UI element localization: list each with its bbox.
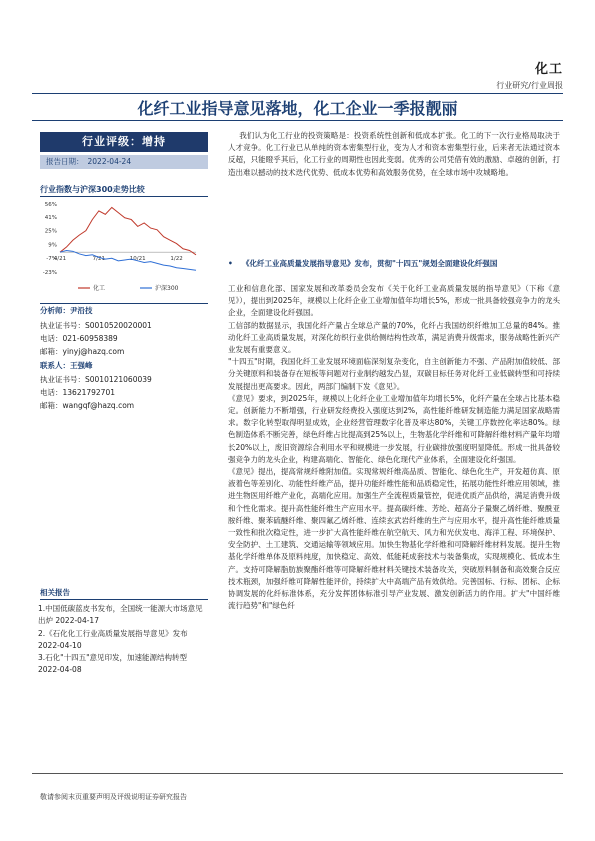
related-reports-rule bbox=[40, 599, 208, 600]
legend-label: 化工 bbox=[93, 285, 106, 292]
investment-strategy bbox=[228, 130, 560, 179]
body-paragraph: 《意见》要求，到2025年，规模以上化纤企业工业增加值年均增长5%，化纤产量在全球占比基本稳定。创新能力不断增强，行业研发经费投入强度达到2%，高性能纤维研发制造能力满足国家战略需求。数字化转型取得明显成效，企业经营管理数字化普及率达80%，关键工序数控化率达80%。绿色制造体系不断完善，绿色纤维占比提高到25%以上，生物基化学纤维和可降解纤维材料产量年均增长20%以上，废旧资源综合利用水平和规模进一步发展，行业碳排放强度明显降低。形成一批具备较强竞争力的龙头企业，构建高端化、智能化、绿色化现代产业体系，全面建设化纤强国。 bbox=[228, 393, 560, 464]
contact-name: 联系人：王强峰 bbox=[40, 361, 93, 370]
section-heading-text: 《化纤工业高质量发展指导意见》发布，贯彻"十四五"规划全面建设化纤强国 bbox=[242, 259, 498, 268]
related-report-item[interactable]: 1.中国低碳蓝皮书发布，全国统一能源大市场意见出炉 2022-04-17 bbox=[38, 604, 203, 626]
footer-rule bbox=[32, 773, 563, 774]
y-tick-label: 9% bbox=[48, 242, 57, 249]
analyst-cert: 执业证书号：S0010520020001 bbox=[40, 321, 152, 330]
report-date bbox=[40, 155, 208, 169]
y-tick-label: 41% bbox=[44, 214, 57, 221]
chart-title-rule bbox=[40, 196, 208, 197]
analyst-top-rule bbox=[40, 303, 208, 304]
contact-email[interactable]: 邮箱：wangqf@hazq.com bbox=[40, 401, 135, 410]
y-tick-label: 25% bbox=[44, 228, 57, 235]
report-title: 化纤工业指导意见落地，化工企业一季报靓丽 bbox=[137, 99, 458, 118]
analyst-phone: 电话：021-60958389 bbox=[40, 334, 118, 343]
x-tick-label: 10/21 bbox=[129, 256, 146, 263]
body-paragraph: 工信部的数据显示，我国化纤产量占全球总产量的70%，化纤占我国纺织纤维加工总量的84%。推动化纤工业高质量发展，对深化纺织行业供给侧结构性改革，满足消费升级需求，服务战略性新兴产业发展有重要意义。 bbox=[228, 320, 560, 355]
intro-paragraph: 我们认为化工行业的投资策略是：投资系统性创新和低成本扩张。化工的下一次行业格局取决于人才竞争。化工行业已从单纯的资本密集型行业，变为人才和资本密集型行业，后来者无法通过资本反超，只能瞪乎其后，化工行业的周期性也因此变弱。优秀的公司凭借有效的激励、卓越的创新，打造出难以撼动的技术迭代优势、低成本优势和高效服务优势，在全球市场中攻城略地。 bbox=[228, 131, 560, 177]
footer-disclaimer: 敬请参阅末页重要声明及评级说明证券研究报告 bbox=[40, 793, 187, 801]
related-report-item[interactable]: 3.石化"十四五"意见印发，加速能源结构转型 2022-04-08 bbox=[38, 653, 188, 675]
section-heading bbox=[228, 258, 560, 270]
title-rule bbox=[32, 120, 563, 121]
report-date-label: 报告日期： bbox=[46, 157, 84, 166]
analyst-email[interactable]: 邮箱：yinyj@hazq.com bbox=[40, 347, 125, 356]
related-reports-list bbox=[38, 603, 210, 677]
contact-cert: 执业证书号：S0010121060039 bbox=[40, 375, 152, 384]
industry-rating: 行业评级：增持 bbox=[40, 132, 208, 152]
series-line-0 bbox=[60, 207, 196, 254]
body-paragraph: "十四五"时期，我国化纤工业发展环境面临深刻复杂变化，自主创新能力不强、产品附加值较低、部分关键原料和装备存在短板等问题对行业制约越发凸显，双碳目标任务对化纤工业低碳转型和可持续发展提出更高要求。因此，两部门编制下发《意见》。 bbox=[228, 357, 560, 391]
y-tick-label: -23% bbox=[42, 270, 57, 276]
contact-phone: 电话：13621792701 bbox=[40, 388, 115, 397]
legend-label: 沪深300 bbox=[155, 285, 179, 292]
industry-name: 化工 bbox=[534, 62, 563, 77]
y-tick-label: -7% bbox=[46, 256, 57, 263]
index-comparison-chart bbox=[36, 198, 211, 298]
x-tick-label: 7/21 bbox=[92, 256, 106, 263]
report-date-value: 2022-04-24 bbox=[87, 157, 132, 166]
header-rule bbox=[32, 93, 563, 94]
x-tick-label: 1/22 bbox=[170, 256, 183, 263]
body-text bbox=[228, 283, 560, 612]
report-category: 行业研究/行业周报 bbox=[496, 81, 563, 90]
body-paragraph: 工业和信息化部、国家发展和改革委员会发布《关于化纤工业高质量发展的指导意见》（下称《意见》），提出到2025年，规模以上化纤企业工业增加值年均增长5%，形成一批具备较强竞争力的龙头企业，全面建设化纤强国。 bbox=[228, 284, 560, 318]
bullet-icon: • bbox=[228, 259, 233, 268]
y-tick-label: 56% bbox=[44, 202, 57, 208]
related-report-item[interactable]: 2.《石化化工行业高质量发展指导意见》发布 2022-04-10 bbox=[38, 628, 188, 650]
chart-title: 行业指数与沪深300走势比较 bbox=[40, 185, 145, 194]
body-paragraph: 《意见》提出，提高常规纤维附加值。实现常规纤维高品质、智能化、绿色化生产，开发超仿真、原液着色等差别化、功能性纤维产品，提升功能纤维性能和品质稳定性，拓展功能性纤维应用领域，推进生物医用纤维产业化，高端化应用。加强生产全流程质量管控，促进优质产品供给，满足消费升级和个性化需求。提升高性能纤维生产应用水平。提高碳纤维、芳纶、超高分子量聚乙烯纤维、聚酰亚胺纤维、聚苯硫醚纤维、聚四氟乙烯纤维、连续玄武岩纤维的生产与应用水平，提升高性能纤维质量一致性和批次稳定性，进一步扩大高性能纤维在航空航天、风力和光伏发电、海洋工程、环境保护、安全防护、土工建筑、交通运输等领域应用。加快生物基化学纤维和可降解纤维材料发展。提升生物基化学纤维单体及原料纯度，加快稳定、高效、低能耗成套技术与装备集成，实现规模化、低成本生产。支持可降解脂肪族聚酯纤维等可降解纤维材料关键技术装备攻关，突破原料制备和高效聚合反应技术瓶颈，加强纤维可降解性能评价，持续扩大中高端产品有效供给。完善国标、行标、团标、企标协调发展的化纤标准体系，充分发挥团体标准引导产业发展、激发创新活力的作用。扩大"中国纤维流行趋势"和"绿色纤 bbox=[228, 467, 560, 611]
x-tick-label: 4/21 bbox=[53, 256, 67, 263]
related-reports-heading: 相关报告 bbox=[40, 588, 70, 597]
analyst-name: 分析师：尹沿技 bbox=[40, 306, 93, 315]
